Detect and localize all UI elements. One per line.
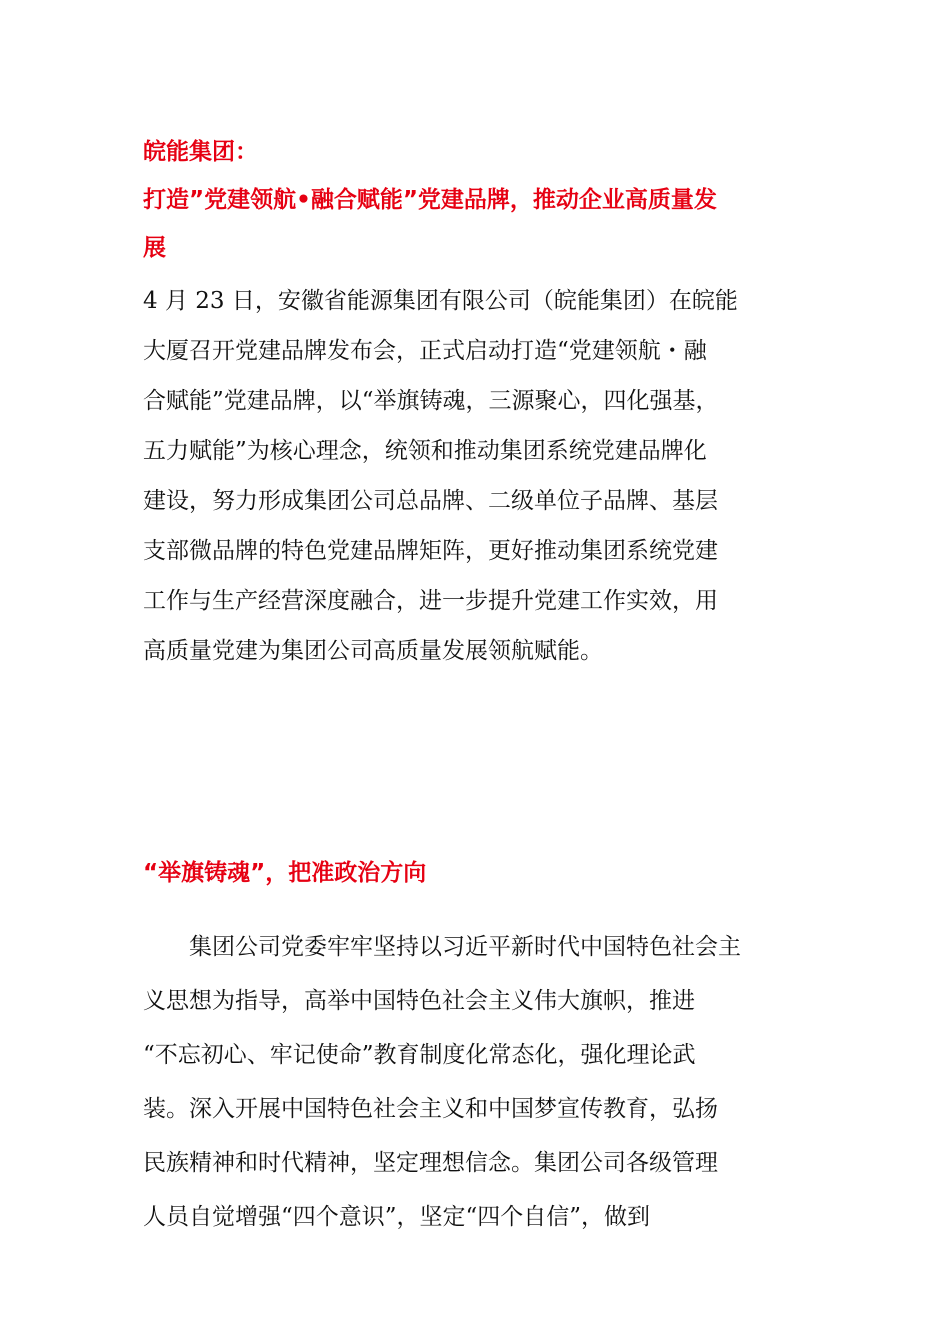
section-line-5: 民族精神和时代精神，坚定理想信念。集团公司各级管理 [143, 1150, 718, 1176]
intro-line-1: 4 月 23 日，安徽省能源集团有限公司（皖能集团）在皖能 [143, 288, 738, 314]
article-title [143, 128, 803, 272]
intro-line-8: 高质量党建为集团公司高质量发展领航赋能。 [143, 638, 603, 664]
section-line-1: 集团公司党委牢牢坚持以习近平新时代中国特色社会主 [143, 934, 741, 960]
intro-line-2: 大厦召开党建品牌发布会，正式启动打造“党建领航・融 [143, 338, 707, 364]
intro-line-5: 建设，努力形成集团公司总品牌、二级单位子品牌、基层 [143, 488, 718, 514]
title-line-1: 皖能集团： [143, 139, 258, 165]
section-paragraph [143, 920, 823, 1244]
section-line-3: “不忘初心、牢记使命”教育制度化常态化，强化理论武 [143, 1042, 696, 1068]
title-line-3: 展 [143, 235, 166, 261]
intro-line-7: 工作与生产经营深度融合，进一步提升党建工作实效，用 [143, 588, 718, 614]
intro-line-3: 合赋能”党建品牌，以“举旗铸魂，三源聚心，四化强基， [143, 388, 719, 414]
section-line-4: 装。深入开展中国特色社会主义和中国梦宣传教育，弘扬 [143, 1096, 718, 1122]
title-line-2: 打造”党建领航•融合赋能”党建品牌，推动企业高质量发 [143, 187, 717, 213]
intro-line-4: 五力赋能”为核心理念，统领和推动集团系统党建品牌化 [143, 438, 707, 464]
section-line-2: 义思想为指导，高举中国特色社会主义伟大旗帜，推进 [143, 988, 695, 1014]
intro-paragraph [143, 276, 803, 676]
section-line-6: 人员自觉增强“四个意识”，坚定“四个自信”，做到 [143, 1204, 651, 1230]
section-heading: “举旗铸魂”，把准政治方向 [143, 860, 427, 886]
intro-line-6: 支部微品牌的特色党建品牌矩阵，更好推动集团系统党建 [143, 538, 718, 564]
